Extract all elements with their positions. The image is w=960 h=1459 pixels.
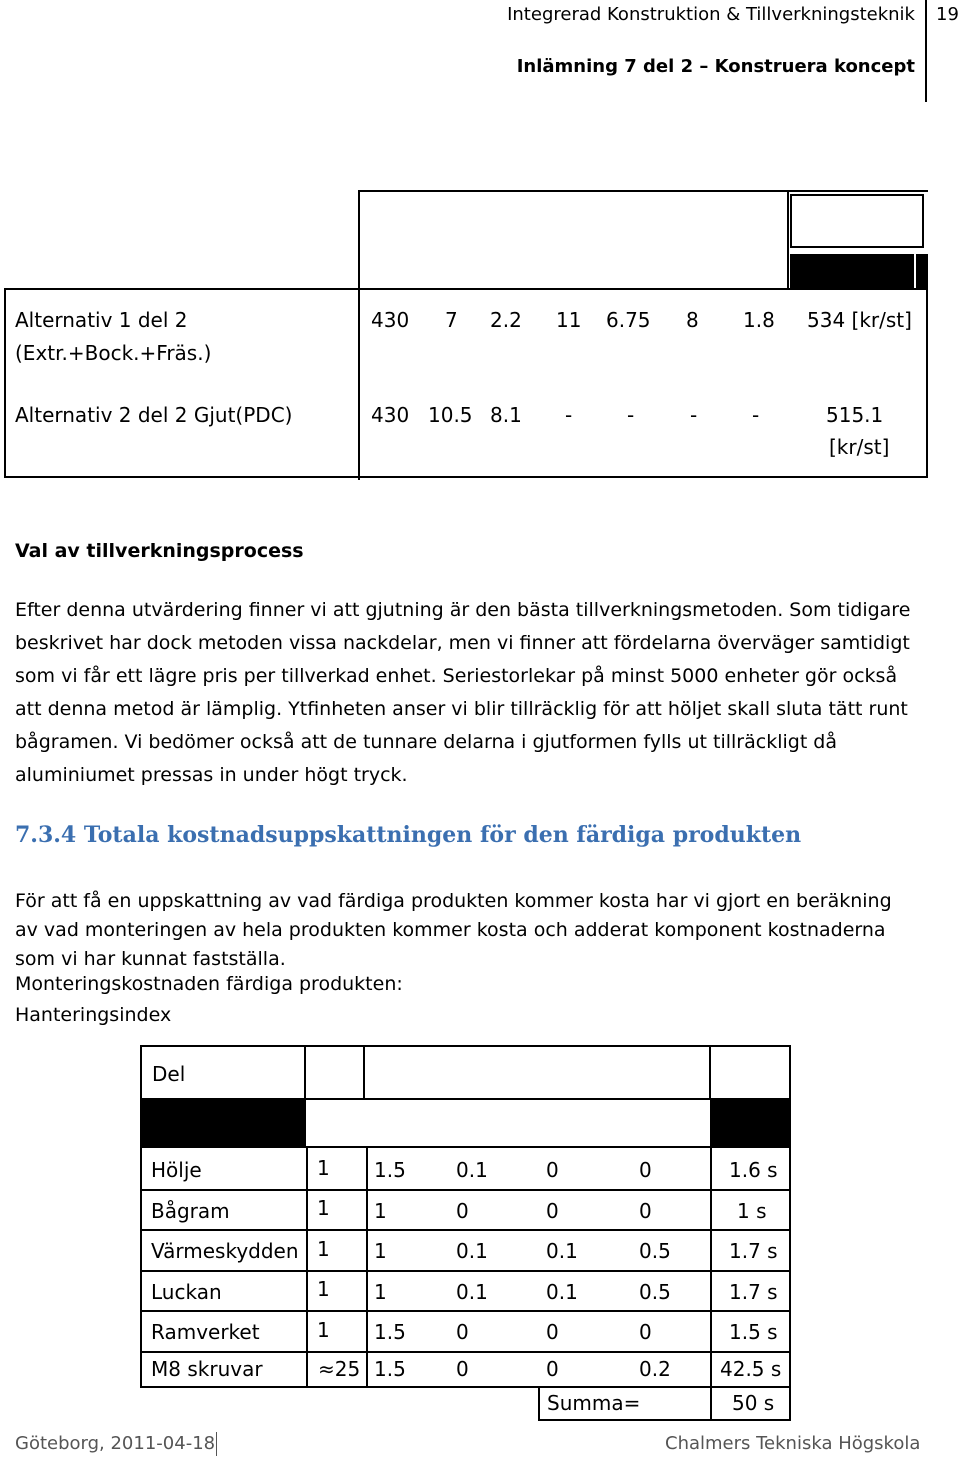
- table-cell: 1 s: [737, 1199, 767, 1223]
- footer-right: Chalmers Tekniska Högskola: [665, 1433, 921, 1454]
- table-cell: 0.1: [546, 1239, 578, 1263]
- table-cell: 0.1: [546, 1280, 578, 1304]
- table-cell: 1: [374, 1280, 387, 1304]
- table-total-unit: [kr/st]: [829, 435, 890, 459]
- table-cell: Luckan: [151, 1280, 222, 1304]
- table-line: [140, 1386, 791, 1388]
- footer-left: Göteborg, 2011-04-18: [15, 1433, 216, 1454]
- table-cell: ≈25: [318, 1357, 361, 1381]
- table-cell: -: [627, 403, 635, 427]
- table-cell: 1.7 s: [729, 1280, 778, 1304]
- table-cell: 8.1: [490, 403, 522, 427]
- table-cell: 0: [639, 1158, 652, 1182]
- table-cell: 0.5: [639, 1239, 671, 1263]
- table-cell: 430: [371, 308, 410, 332]
- table-cell: 0: [456, 1357, 469, 1381]
- table-line: [140, 1148, 142, 1388]
- table-cell: 7: [445, 308, 458, 332]
- table-cell: 0.2: [639, 1357, 671, 1381]
- table-cell: Ramverket: [151, 1320, 260, 1344]
- table-cell: 1: [317, 1196, 330, 1220]
- table-cell: 1.5: [374, 1158, 406, 1182]
- table-cell: 0: [456, 1199, 469, 1223]
- table-line: [140, 1229, 791, 1231]
- table-total: 515.1: [826, 403, 884, 427]
- cost-comparison-table: [0, 0, 960, 480]
- table-header-fill: [710, 1100, 789, 1146]
- table-cell: 0: [546, 1158, 559, 1182]
- section-paragraph: Efter denna utvärdering finner vi att gjutning är den bästa tillverkningsmetoden. Som tidigare beskrivet har dock metoden vissa nackdelar, men vi finner att fördelarna överväger samtidigt som vi får ett lägre pris per tillverkad enhet. Seriestorlekar på minst 5000 enheter gör också att denna metod är lämplig. Ytfinheten anser vi blir tillräcklig för att höljet skall sluta tätt runt bågramen. Vi bedömer också att de tunnare delarna i gjutformen fylls ut tillräckligt då aluminiumet pressas in under högt tryck.: [15, 599, 911, 786]
- table-line: [710, 1148, 712, 1421]
- table-cell: 1: [374, 1239, 387, 1263]
- table-cell: -: [565, 403, 573, 427]
- table-cell: 0.5: [639, 1280, 671, 1304]
- table-header-fill: [142, 1100, 306, 1146]
- table-cell: 0: [639, 1320, 652, 1344]
- table-cell: 430: [371, 403, 410, 427]
- section-heading: Val av tillverkningsprocess: [15, 540, 304, 562]
- table-cell: 2.2: [490, 308, 522, 332]
- table-cell: 0: [456, 1320, 469, 1344]
- table-line: [140, 1270, 791, 1272]
- table-cell-box: [790, 194, 924, 248]
- table-cell: 1.8: [743, 308, 775, 332]
- table-cell: -: [690, 403, 698, 427]
- table-cell: 8: [686, 308, 699, 332]
- header-title: Integrerad Konstruktion & Tillverkningsteknik: [507, 4, 915, 25]
- table-line: [358, 190, 928, 192]
- table-cell: 1.5 s: [729, 1320, 778, 1344]
- table-cell: 1: [317, 1156, 330, 1180]
- table-line: [363, 1045, 365, 1100]
- table-cell: 0: [546, 1320, 559, 1344]
- sum-value: 50 s: [732, 1391, 775, 1415]
- table-cell: 1: [317, 1318, 330, 1342]
- table-cell: 0.1: [456, 1280, 488, 1304]
- table-line: [140, 1189, 791, 1191]
- page-number: 19: [936, 4, 959, 25]
- table-row-label: (Extr.+Bock.+Fräs.): [15, 341, 212, 365]
- table-cell: 0: [546, 1199, 559, 1223]
- table-cell: 1: [317, 1277, 330, 1301]
- table-cell: 10.5: [428, 403, 473, 427]
- text-line: Monteringskostnaden färdiga produkten:: [15, 973, 403, 995]
- table-row-label: Alternativ 2 del 2 Gjut(PDC): [15, 403, 293, 427]
- table-cell: 0.1: [456, 1158, 488, 1182]
- footer-divider: [216, 1432, 217, 1456]
- table-cell: 0: [639, 1199, 652, 1223]
- table-line: [140, 1310, 791, 1312]
- table-cell: 1.5: [374, 1320, 406, 1344]
- text-line: Hanteringsindex: [15, 1004, 172, 1026]
- table-cell: Hölje: [151, 1158, 202, 1182]
- table-cell: 6.75: [606, 308, 651, 332]
- table-header-fill: [790, 254, 928, 290]
- table-header-cell: Del: [152, 1062, 186, 1086]
- table-cell: 1: [374, 1199, 387, 1223]
- table-line: [914, 254, 916, 290]
- table-line: [306, 1148, 308, 1388]
- table-line: [709, 1045, 711, 1100]
- table-cell: 1.5: [374, 1357, 406, 1381]
- table-cell: 0.1: [456, 1239, 488, 1263]
- table-cell: M8 skruvar: [151, 1357, 263, 1381]
- table-cell: -: [752, 403, 760, 427]
- table-cell: 42.5 s: [720, 1357, 782, 1381]
- table-cell: 1.6 s: [729, 1158, 778, 1182]
- table-line: [787, 190, 789, 290]
- table-line: [140, 1351, 791, 1353]
- table-line: [538, 1386, 540, 1421]
- table-cell: Bågram: [151, 1199, 230, 1223]
- sum-label: Summa=: [547, 1391, 641, 1415]
- table-total: 534 [kr/st]: [807, 308, 912, 332]
- table-line: [366, 1148, 368, 1388]
- section-heading: 7.3.4 Totala kostnadsuppskattningen för den färdiga produkten: [15, 822, 802, 848]
- table-cell: 1: [317, 1237, 330, 1261]
- table-line: [538, 1419, 791, 1421]
- header-subtitle: Inlämning 7 del 2 – Konstruera koncept: [516, 56, 915, 77]
- table-line: [304, 1045, 306, 1100]
- table-line: [789, 1148, 791, 1421]
- table-cell: 1.7 s: [729, 1239, 778, 1263]
- table-row-label: Alternativ 1 del 2: [15, 308, 188, 332]
- section-paragraph: För att få en uppskattning av vad färdiga produkten kommer kosta har vi gjort en beräkning av vad monteringen av hela produkten kommer kosta och adderat komponent kostnaderna som vi har kunnat fastställa.: [15, 890, 892, 970]
- table-cell: 0: [546, 1357, 559, 1381]
- table-cell: Värmeskydden: [151, 1239, 299, 1263]
- table-cell: 11: [556, 308, 582, 332]
